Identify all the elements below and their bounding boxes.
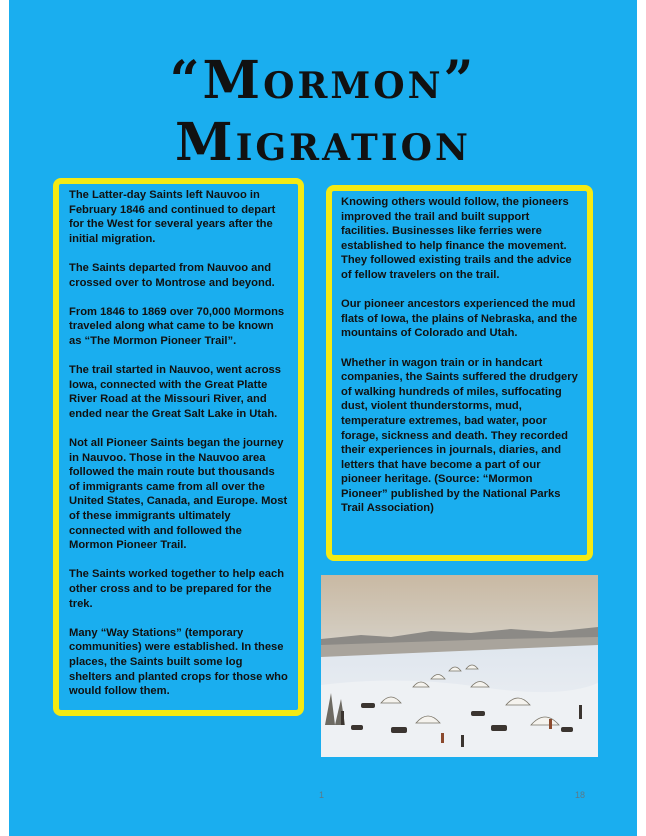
wagon-train-winter-painting (321, 575, 598, 757)
page-title-line-2: Migration (175, 112, 471, 173)
left-paragraph-4: The trail started in Nauvoo, went across Iowa, connected with the Great Platte River Road at the Missouri River, and ended near the Great Salt Lake in Utah. (69, 364, 281, 420)
left-paragraph-6: The Saints worked together to help each other cross and to be prepared for the trek. (69, 568, 285, 610)
page-number-right: 18 (575, 790, 586, 800)
left-paragraph-7: Many “Way Stations” (temporary communities) were established. In these places, the Saints built some log shelters and planted crops for those who would follow them. (69, 626, 288, 698)
left-text-box (53, 178, 304, 716)
right-paragraph-2: Our pioneer ancestors experienced the mud flats of Iowa, the plains of Nebraska, and the mountains of Colorado and Utah. (341, 298, 578, 340)
left-paragraph-5: Not all Pioneer Saints began the journey in Nauvoo. Those in the Nauvoo area followed the main route but thousands of immigrants came from all over the United States, Canada, and Europe. Most of these immigrants ultimately connected with and followed the Mormon Pioneer Trail. (69, 437, 288, 552)
left-paragraph-1: The Latter-day Saints left Nauvoo in February 1846 and continued to depart for the West for several years after the initial migration. (69, 189, 276, 245)
page-title-line-1: “Mormon” (169, 50, 477, 111)
left-paragraph-2: The Saints departed from Nauvoo and crossed over to Montrose and beyond. (69, 261, 275, 289)
page-number-left: 1 (319, 790, 325, 800)
right-paragraph-1: Knowing others would follow, the pioneers improved the trail and built support facilities. Businesses like ferries were established to help finance the movement. They followed existing trails and the advice of fellow travelers on the trail. (341, 196, 572, 281)
left-paragraph-3: From 1846 to 1869 over 70,000 Mormons traveled along what came to be known as “The Mormon Pioneer Trail”. (69, 305, 285, 347)
right-paragraph-3: Whether in wagon train or in handcart companies, the Saints suffered the drudgery of walking hundreds of miles, suffocating dust, violent thunderstorms, mud, temperature extremes, bad water, poor forage, sickness and death. They recorded their experiences in journals, diaries, and letters that have become a part of our pioneer heritage. (Source: “Mormon Pioneer” published by the National Parks Trail Association) (341, 356, 578, 515)
right-text-box (326, 185, 593, 561)
